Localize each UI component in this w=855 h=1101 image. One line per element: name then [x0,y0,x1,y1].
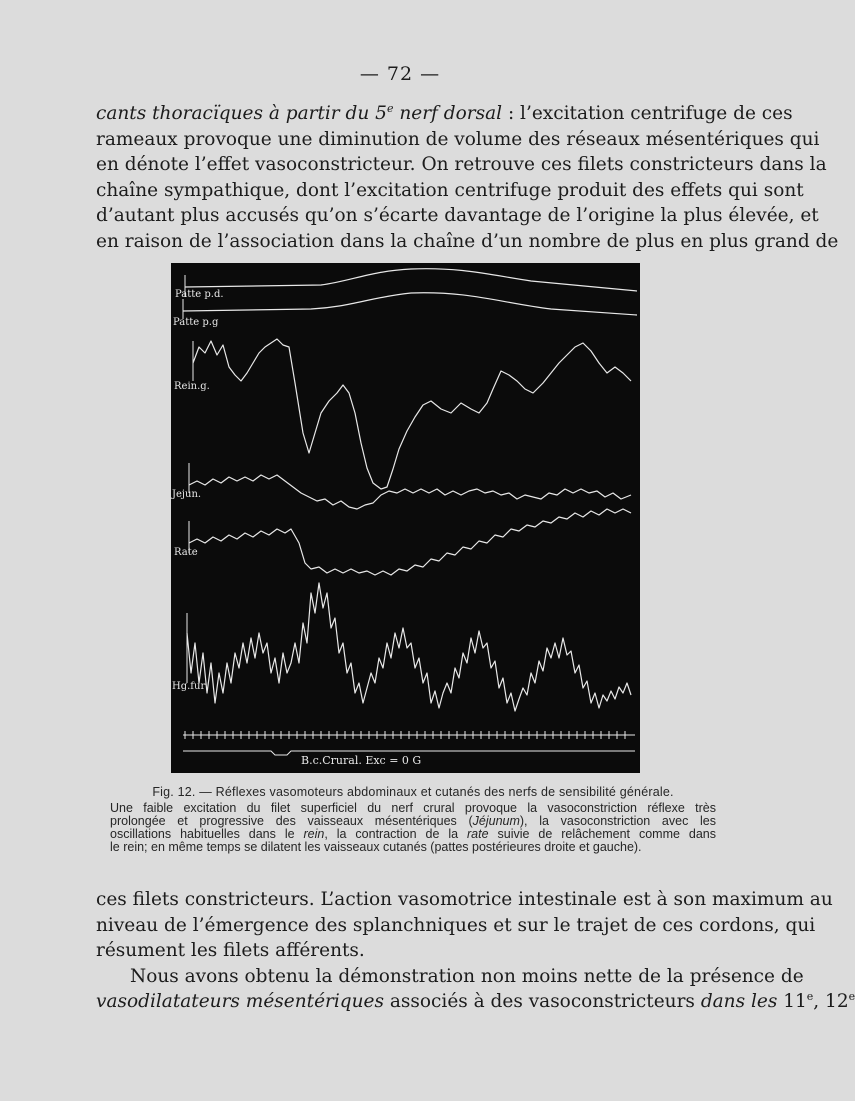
text-line: résument les filets afférents. [96,940,365,961]
figure-caption [110,786,716,854]
caption-title: Fig. 12. — Réflexes vasomoteurs abdominaux et cutanés des nerfs de sensibilité générale. [152,785,674,799]
caption-body [110,802,716,854]
top-paragraph [96,101,839,254]
label-rate: Rate [174,547,198,558]
text-line: vasodilatateurs mésentériques associés à des vasoconstricteurs dans les 11e, 12e [96,989,855,1012]
text-line: rameaux provoque une diminution de volume des réseaux mésentériques qui [96,128,820,150]
caption-line: prolongée et progressive des vaisseaux mésentériques (Jéjunum), la vasoconstriction avec les [110,814,716,828]
text-line: Nous avons obtenu la démonstration non moins nette de la présence de [130,965,804,987]
text-line: niveau de l’émergence des splanchniques et sur le trajet de ces cordons, qui [96,914,816,936]
text-line: d’autant plus accusés qu’on s’écarte davantage de l’origine la plus élevée, et [96,205,819,226]
caption-line: Une faible excitation du filet superficiel du nerf crural provoque la vasoconstriction réflexe très [110,801,716,815]
label-hg-femoral: Hg.fur [172,681,206,692]
page-number: — 72 — [359,63,441,85]
label-rein: Rein.g. [174,381,210,392]
text-line: ces filets constricteurs. L’action vasomotrice intestinale est à son maximum au [96,889,833,910]
text-line: en raison de l’association dans la chaîne d’un nombre de plus en plus grand de [96,230,839,252]
text-line: chaîne sympathique, dont l’excitation centrifuge produit des effets qui sont [96,179,804,201]
label-signal: B.c.Crural. Exc = 0 G [301,754,422,767]
label-patte-droite: Patte p.d. [175,289,224,300]
bottom-paragraph [96,887,855,1015]
label-patte-gauche: Patte p.g [173,317,219,328]
caption-line: le rein; en même temps se dilatent les vaisseaux cutanés (pattes postérieures droite et gauche). [110,840,642,854]
text-line: cants thoracïques à partir du 5e nerf dorsal : l’excitation centrifuge de ces [96,101,793,124]
figure-kymograph-tracing [171,263,640,773]
text-line: en dénote l’effet vasoconstricteur. On retrouve ces filets constricteurs dans la [96,154,827,175]
label-jejunum: Jejun. [172,489,202,500]
caption-line: oscillations habituelles dans le rein, la contraction de la rate suivie de relâchement comme dans [110,827,716,841]
